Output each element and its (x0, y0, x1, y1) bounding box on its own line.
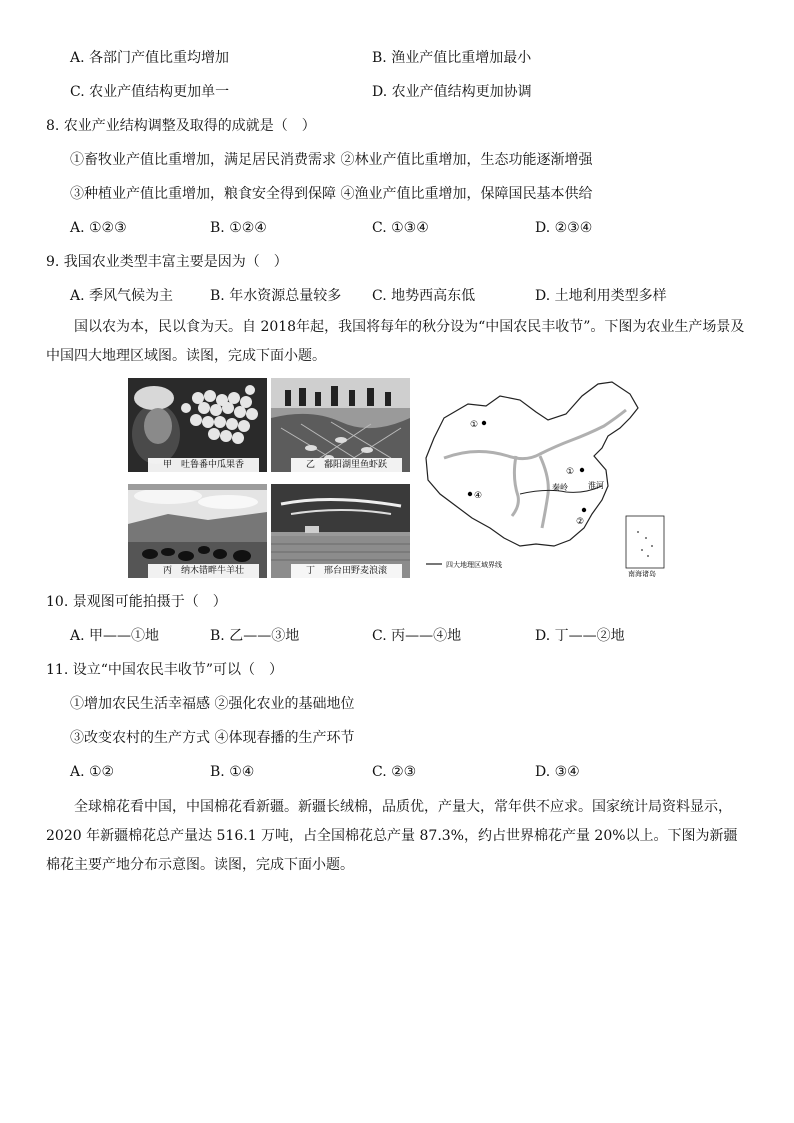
q9-option-a: A. 季风气候为主 (70, 288, 174, 304)
china-outline (426, 382, 638, 546)
q11-stem: 11. 设立“中国农民丰收节”可以（ ） (46, 662, 284, 678)
q7-option-d: D. 农业产值结构更加协调 (372, 84, 532, 100)
q8-option-c: C. ①③④ (372, 220, 429, 236)
photo-bing (128, 484, 267, 578)
q11-option-c: C. ②③ (372, 764, 417, 780)
photo-yi (271, 378, 410, 472)
south-china-sea-inset (626, 516, 664, 568)
agriculture-figure (128, 378, 668, 578)
q8-option-a: A. ①②③ (70, 220, 127, 236)
marker-4-dot (468, 492, 472, 496)
q10-stem: 10. 景观图可能拍摄于（ ） (46, 594, 227, 610)
china-map-drawing (416, 378, 668, 578)
q8-stem: 8. 农业产业结构调整及取得的成就是（ ） (46, 118, 316, 134)
map-label-2: ② (576, 517, 585, 527)
q8-statements-2: ③种植业产值比重增加，粮食安全得到保障 ④渔业产值比重增加，保障国民基本供给 (70, 186, 593, 202)
q7-option-a: A. 各部门产值比重均增加 (70, 50, 230, 66)
q10-option-b: B. 乙——③地 (210, 628, 300, 644)
photo-yi-caption: 乙 鄱阳湖里鱼虾跃 (291, 458, 402, 472)
q11-statements-1: ①增加农民生活幸福感 ②强化农业的基础地位 (70, 696, 355, 712)
q10-option-c: C. 丙——④地 (372, 628, 462, 644)
map-label-4: ④ (474, 491, 483, 501)
q9-option-c: C. 地势西高东低 (372, 288, 476, 304)
q9-option-d: D. 土地利用类型多样 (535, 288, 667, 304)
cotton-intro-text: 全球棉花看中国，中国棉花看新疆。新疆长绒棉，品质优，产量大，常年供不应求。国家统计局资料显示，2020 年新疆棉花总产量达 516.1 万吨，占全国棉花总产量 87.3%，约占世界棉花产量 20%以上。下图为新疆棉花主要产地分布示意图。读图，完成下面小题。 (46, 799, 738, 873)
q7-option-c: C. 农业产值结构更加单一 (70, 84, 230, 100)
q11-statements-2: ③改变农村的生产方式 ④体现春播的生产环节 (70, 730, 355, 746)
marker-1-west-dot (482, 421, 486, 425)
legend-text: 四大地理区域界线 (446, 561, 502, 569)
q10-option-a: A. 甲——①地 (70, 628, 160, 644)
q9-option-b: B. 年水资源总量较多 (210, 288, 342, 304)
harvest-intro-text: 国以农为本，民以食为天。自 2018年起，我国将每年的秋分设为“中国农民丰收节”。下图为农业生产场景及中国四大地理区域图。读图，完成下面小题。 (46, 319, 745, 364)
map-label-1: ① (566, 467, 575, 477)
photo-ding-caption: 丁 邢台田野麦浪滚 (291, 564, 402, 578)
cotton-intro-paragraph (46, 793, 746, 880)
q9-stem: 9. 我国农业类型丰富主要是因为（ ） (46, 254, 288, 270)
marker-1-dot (580, 468, 584, 472)
q11-option-a: A. ①② (70, 764, 115, 780)
inset-label: 南海诸岛 (628, 570, 656, 578)
photo-bing-caption: 丙 纳木错畔牛羊壮 (148, 564, 259, 578)
map-label-qinling: 秦岭 (552, 483, 568, 492)
marker-2-dot (582, 508, 586, 512)
q8-option-b: B. ①②④ (210, 220, 267, 236)
q11-option-d: D. ③④ (535, 764, 580, 780)
photo-ding (271, 484, 410, 578)
harvest-intro-paragraph (46, 313, 746, 371)
q7-option-b: B. 渔业产值比重增加最小 (372, 50, 532, 66)
china-regions-map (416, 378, 668, 578)
q10-option-d: D. 丁——②地 (535, 628, 625, 644)
q11-option-b: B. ①④ (210, 764, 255, 780)
q8-statements-1: ①畜牧业产值比重增加，满足居民消费需求 ②林业产值比重增加，生态功能逐渐增强 (70, 152, 593, 168)
map-label-1-west: ① (470, 420, 479, 430)
q8-option-d: D. ②③④ (535, 220, 593, 236)
photo-jia (128, 378, 267, 472)
photo-jia-caption: 甲 吐鲁番中瓜果香 (148, 458, 259, 472)
map-label-huaihe: 淮河 (588, 481, 604, 490)
